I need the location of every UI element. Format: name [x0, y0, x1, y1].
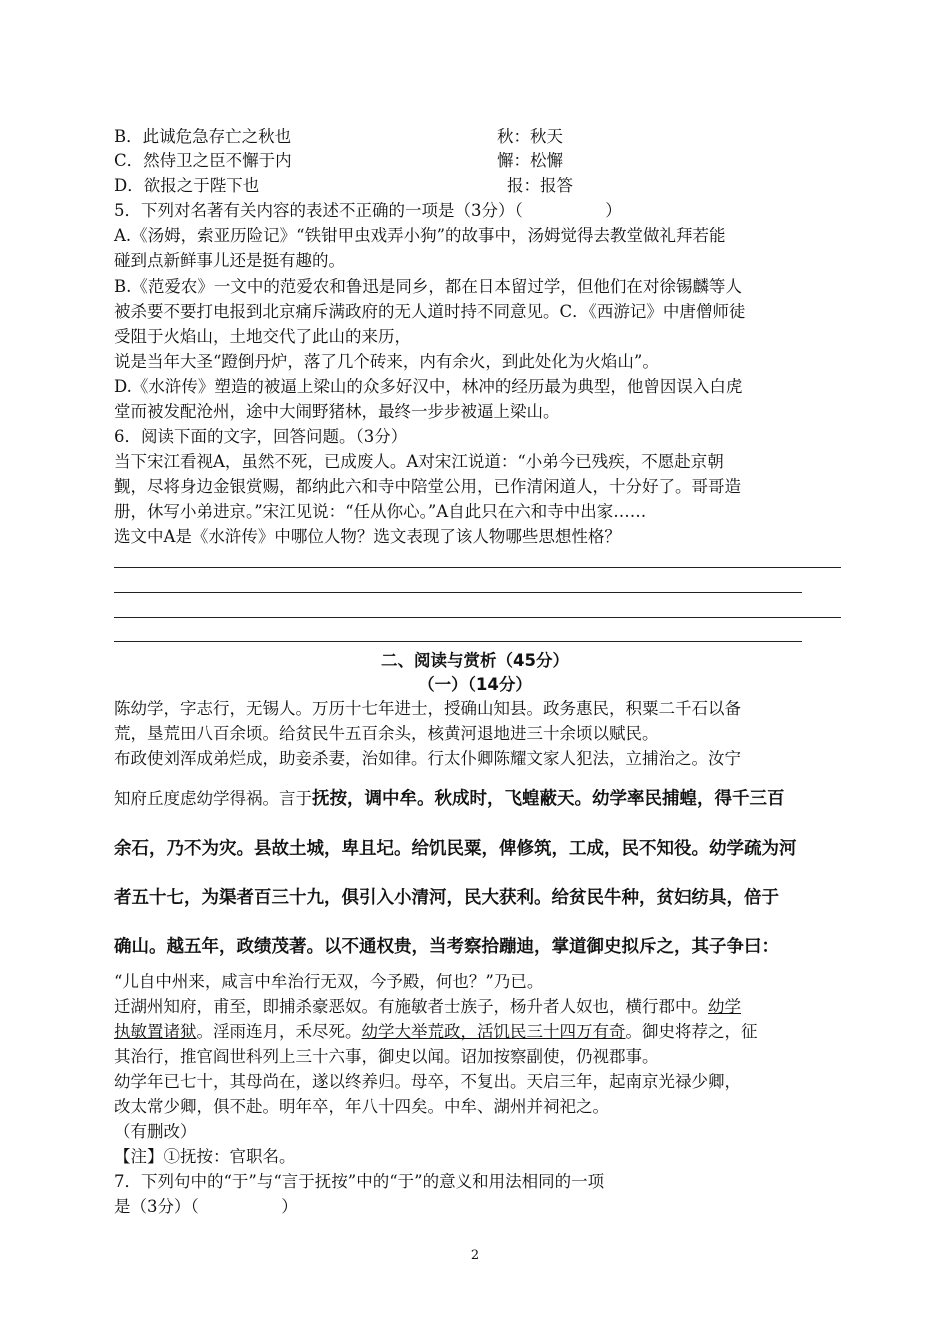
passage-line [114, 787, 785, 811]
underlined-sentence: 执敏置诸狱 [114, 1022, 197, 1041]
q5-line: 说是当年大圣“蹬倒丹炉，落了几个砖来，内有余火，到此处化为火焰山”。 [114, 352, 659, 371]
q7-stem: 是（3分）（ ） [114, 1197, 298, 1216]
q6-line: 觐，尽将身边金银赏赐，都纳此六和寺中陪堂公用，已作清闲道人，十分好了。哥哥造 [114, 477, 741, 496]
q5-line: 碰到点新鲜事儿还是挺有趣的。 [114, 251, 345, 270]
q5-line: A.《汤姆，索亚历险记》“铁钳甲虫戏弄小狗”的故事中，汤姆觉得去教堂做礼拜若能 [114, 226, 726, 245]
passage-line: “儿自中州来，咸言中牟治行无双，今予殿，何也？”乃已。 [114, 972, 544, 991]
passage-line: 其治行，推官阎世科列上三十六事，御史以闻。诏加按察副使，仍视郡事。 [114, 1047, 659, 1066]
passage-bold-line: 者五十七，为渠者百三十九，俱引入小清河，民大获利。给贫民牛种，贫妇纺具，倍于 [114, 888, 779, 908]
passage-text: 知府丘度虑幼学得祸。言于 [114, 789, 312, 808]
passage-bold-line: 余石，乃不为灾。县故土城，卑且圮。给饥民粟，俾修筑，工成，民不知役。幼学疏为河 [114, 839, 797, 859]
passage-line [114, 1020, 758, 1044]
q5-line: 被杀要不要打电报到北京痛斥满政府的无人道时持不同意见。C．《西游记》中唐僧师徒 [114, 302, 746, 321]
q6-question: 选文中A是《水浒传》中哪位人物？选文表现了该人物哪些思想性格？ [114, 527, 621, 546]
passage-line: 布政使刘浑成弟烂成，助妾杀妻，治如律。行太仆卿陈耀文家人犯法，立捕治之。汝宁 [114, 749, 741, 768]
passage-text: 。御史将荐之，征 [625, 1022, 758, 1041]
passage-line: 荒，垦荒田八百余顷。给贫民牛五百余头，核黄河退地进三十余顷以赋民。 [114, 724, 659, 743]
passage-bold-line: 确山。越五年，政绩茂著。以不通权贵，当考察拾蹦迪，掌道御史拟斥之，其子争曰： [114, 937, 779, 957]
option-d-gloss: 报：报答 [507, 176, 573, 195]
section-title: 二、阅读与赏析（45分） [381, 651, 569, 670]
passage-bold-text: 抚按，调中牟。秋成时，飞蝗蔽天。幼学率民捕蝗，得千三百 [312, 789, 785, 809]
footnote: 【注】①抚按：官职名。 [114, 1147, 296, 1166]
q5-line: 堂而被发配沧州，途中大闹野猪林，最终一步步被逼上梁山。 [114, 402, 560, 421]
answer-line[interactable] [114, 592, 802, 593]
answer-line[interactable] [114, 617, 841, 618]
page-number: 2 [470, 1248, 480, 1263]
q7-stem: 7．下列句中的“于”与“言于抚按”中的“于”的意义和用法相同的一项 [114, 1172, 605, 1191]
passage-line: 幼学年已七十，其母尚在，遂以终养归。母卒，不复出。天启三年，起南京光禄少卿， [114, 1072, 741, 1091]
option-d: D．欲报之于陛下也 [114, 176, 260, 195]
q5-line: D.《水浒传》塑造的被逼上梁山的众多好汉中，林冲的经历最为典型，他曾因误入白虎 [114, 377, 743, 396]
passage-line: 陈幼学，字志行，无锡人。万历十七年进士，授确山知县。政务惠民，积粟二千石以备 [114, 699, 741, 718]
q6-stem: 6．阅读下面的文字，回答问题。（3分） [114, 427, 408, 446]
answer-line[interactable] [114, 567, 841, 568]
option-b-gloss: 秋：秋天 [497, 127, 563, 146]
q5-line: B.《范爱农》一文中的范爱农和鲁迅是同乡，都在日本留过学，但他们在对徐锡麟等人 [114, 277, 742, 296]
source-note: （有删改） [114, 1122, 197, 1141]
q5-line: 受阻于火焰山，土地交代了此山的来历， [114, 327, 411, 346]
q6-line: 册，休写小弟进京。”宋江见说：“任从你心。”A自此只在六和寺中出家…… [114, 502, 647, 521]
passage-text: 迁湖州知府，甫至，即捕杀豪恶奴。有施敏者士族子，杨升者人奴也，横行郡中。 [114, 997, 708, 1016]
option-c: C．然侍卫之臣不懈于内 [114, 151, 292, 170]
q5-stem: 5．下列对名著有关内容的表述不正确的一项是（3分）（ ） [114, 201, 622, 220]
section-subtitle: （一）（14分） [418, 675, 532, 694]
q6-line: 当下宋江看视A，虽然不死，已成废人。A对宋江说道：“小弟今已残疾，不愿赴京朝 [114, 452, 724, 471]
underlined-sentence: 幼学大举荒政，活饥民三十四万有奇 [361, 1022, 626, 1041]
passage-line: 改太常少卿，俱不赴。明年卒，年八十四矣。中牟、湖州并祠祀之。 [114, 1097, 609, 1116]
underlined-sentence: 幼学 [708, 997, 741, 1016]
passage-line [114, 995, 741, 1019]
answer-line[interactable] [114, 641, 802, 642]
passage-text: 。淫雨连月，禾尽死。 [196, 1022, 362, 1041]
option-b: B．此诚危急存亡之秋也 [114, 127, 292, 146]
option-c-gloss: 懈：松懈 [497, 151, 563, 170]
